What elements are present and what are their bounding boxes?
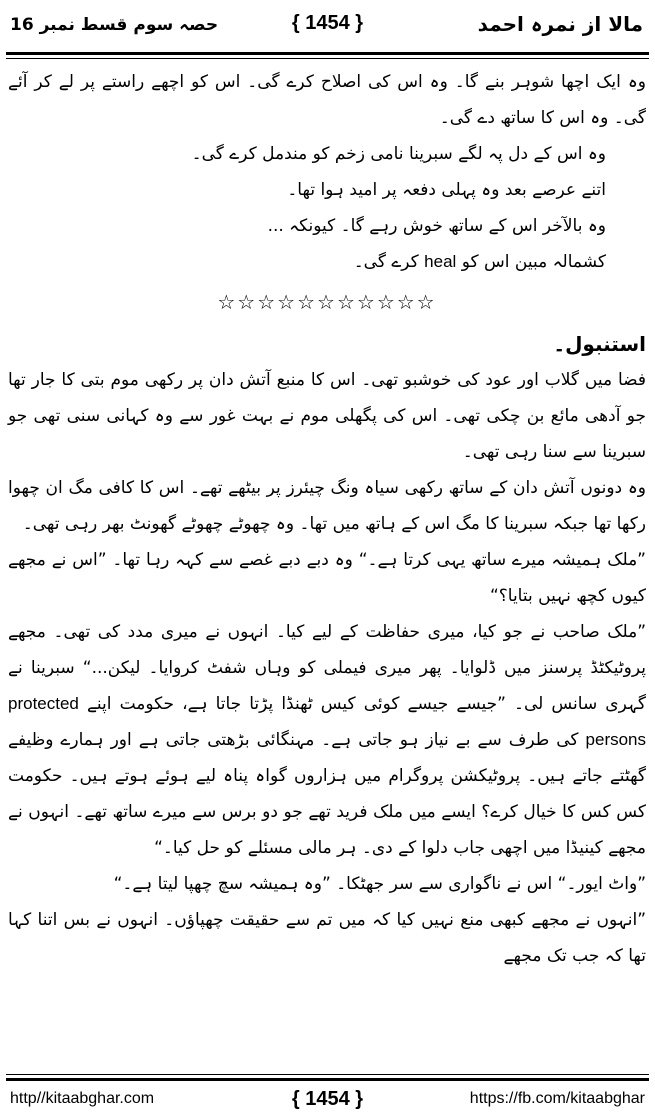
paragraph-5-text-a: کشمالہ مبین اس کو [461, 252, 606, 272]
paragraph-9-text-a: ”ملک صاحب نے جو کیا، میری حفاظت کے لیے کیا۔ انہوں نے میری مدد کی تھی۔ مجھے پروٹیکٹڈ پرسنز میں ڈلوایا۔ پھر میری فیملی کو وہاں شفٹ کروایا۔ لیکن...“ سبرینا نے گہری سانس لی۔ ”جیسے جیسے کوئی کیس ٹھنڈا پڑتا جاتا ہے، حکومت اپنے [8, 622, 647, 714]
section-heading: استنبول۔ [553, 332, 646, 356]
paragraph-9-english: protected persons [8, 694, 647, 749]
paragraph-5 [8, 244, 646, 280]
paragraph-1: وہ ایک اچھا شوہر بنے گا۔ وہ اس کی اصلاح کرے گی۔ اس کو اچھے راستے پر لے کر آئے گی۔ وہ اس کا ساتھ دے گی۔ [8, 72, 647, 128]
header-page-number: { 1454 } [291, 12, 364, 34]
paragraph-7: وہ دونوں آتش دان کے ساتھ رکھی سیاہ ونگ چیئرز پر بیٹھے تھے۔ اس کا کافی مگ ان چھوا رکھا تھا جبکہ سبرینا کا مگ اس کے ہاتھ میں تھا۔ وہ چھوٹے چھوٹے گھونٹ بھر رہی تھی۔ [8, 478, 646, 534]
paragraph-5-text-b: کرے گی۔ [353, 252, 419, 272]
paragraph-9-text-b: کی طرف سے بے نیاز ہو جاتی ہے۔ مہنگائی بڑھتی جاتی ہے اور ہمارے وظیفے گھٹتے جاتے ہیں۔ پروٹیکشن پروگرام میں ہزاروں گواہ پناہ لیے ہوئے ہوتے ہیں۔ حکومت کس کس کا خیال کرے؟ ایسے میں ملک فرید تھے جو دو برس سے میرے ساتھ تھے۔ انہوں نے مجھے کینیڈا میں اچھی جاب دلوا کے دی۔ ہر مالی مسئلے کو حل کیا۔“ [8, 730, 646, 858]
paragraph-6: فضا میں گلاب اور عود کی خوشبو تھی۔ اس کا منبع آتش دان پر رکھی موم بتی کا جار تھا جو آدھی مائع بن چکی تھی۔ اس کی پگھلی موم نے بہت غور سے وہ کہانی سنی تھی جو سبرینا سے سنا رہی تھی۔ [8, 370, 646, 462]
paragraph-2: وہ اس کے دل پہ لگے سبرینا نامی زخم کو مندمل کرے گی۔ [191, 144, 606, 164]
page-footer [0, 1088, 655, 1116]
paragraph-4: وہ بالآخر اس کے ساتھ خوش رہے گا۔ کیونکہ ... [267, 216, 606, 236]
paragraph-10: ”واٹ ایور۔“ اس نے ناگواری سے سر جھٹکا۔ ”وہ ہمیشہ سچ چھپا لیتا ہے۔“ [113, 874, 646, 894]
section-separator-stars: ☆☆☆☆☆☆☆☆☆☆☆ [217, 290, 437, 314]
part-label: حصہ سوم قسط نمبر 16 [10, 15, 219, 35]
footer-divider-thick [6, 1078, 649, 1081]
paragraph-8: ”ملک ہمیشہ میرے ساتھ یہی کرتا ہے۔“ وہ دبے دبے غصے سے کہہ رہا تھا۔ ”اس نے مجھے کیوں کچھ نہیں بتایا؟“ [8, 550, 646, 606]
paragraph-11: ”انہوں نے مجھے کبھی منع نہیں کیا کہ میں تم سے حقیقت چھپاؤں۔ انہوں نے بس اتنا کہا تھا کہ جب تک مجھے [8, 910, 646, 966]
page-header [0, 0, 655, 52]
paragraph-3: اتنے عرصے بعد وہ پہلی دفعہ پر امید ہوا تھا۔ [287, 180, 606, 200]
page-body [8, 64, 646, 974]
footer-website-link[interactable]: http//kitaabghar.com [10, 1090, 155, 1107]
paragraph-9 [8, 614, 646, 866]
footer-divider-thin [6, 1074, 649, 1075]
header-divider-thick [6, 52, 649, 55]
footer-page-number: { 1454 } [291, 1088, 364, 1110]
header-divider-thin [6, 58, 649, 59]
paragraph-5-english: heal [424, 252, 457, 271]
footer-facebook-link[interactable]: https://fb.com/kitaabghar [469, 1090, 645, 1107]
book-title: مالا از نمرہ احمد [477, 12, 643, 36]
